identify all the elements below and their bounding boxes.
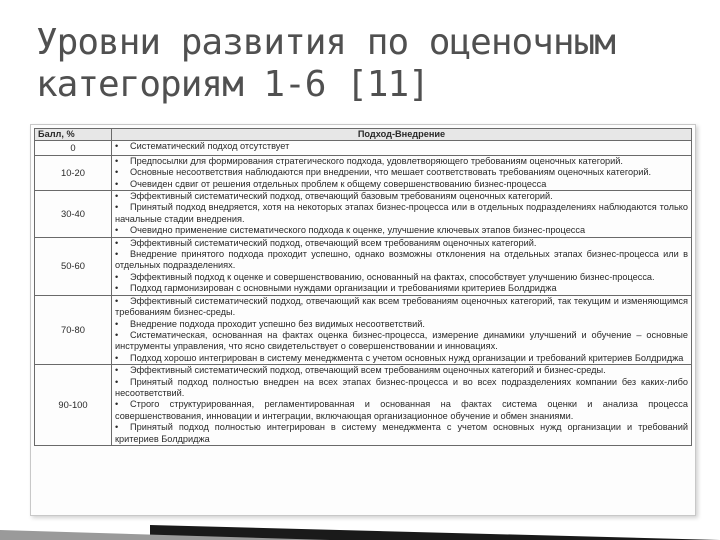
list-item	[115, 330, 688, 353]
bullet-icon: •	[115, 167, 119, 178]
bullet-icon: •	[115, 376, 119, 387]
score-cell: 90-100	[35, 365, 112, 446]
table-row	[35, 365, 692, 446]
list-item	[115, 377, 688, 400]
list-item	[115, 422, 688, 445]
table-body	[35, 141, 692, 446]
list-item-text: Внедрение принятого подхода проходит успешно, однако возможны отклонения на отдельных этапах бизнес-процесса или в отдельных подразделениях.	[115, 249, 688, 271]
bullet-icon: •	[115, 399, 119, 410]
list-item-text: Систематическая, основанная на фактах оценка бизнес-процесса, измерение динамики улучшений и обучение – основные инструменты управления, что ясно свидетельствует о совершенствовании и инновациях.	[115, 329, 688, 352]
list-item-text: Предпосылки для формирования стратегического подхода, удовлетворяющего требованиям оценочных категорий.	[130, 155, 623, 166]
list-item-text: Эффективный систематический подход, отвечающий как всем требованиям оценочных категорий, так текущим и изменяющимся требованиям бизнес-среды.	[115, 295, 688, 318]
list-item-text: Внедрение подхода проходит успешно без видимых несоответствий.	[130, 318, 425, 329]
approach-cell	[112, 237, 692, 295]
list-item	[115, 191, 688, 202]
bullet-icon: •	[115, 191, 119, 202]
bullet-icon: •	[115, 422, 119, 433]
list-item	[115, 156, 688, 167]
approach-cell	[112, 155, 692, 190]
list-item	[115, 296, 688, 319]
list-item-text: Эффективный подход к оценке и совершенствованию, основанный на фактах, способствует улучшению бизнес-процесса.	[130, 271, 655, 282]
header-score: Балл, %	[35, 129, 112, 141]
bullet-icon: •	[115, 283, 119, 294]
list-item	[115, 283, 688, 294]
list-item	[115, 202, 688, 225]
list-item	[115, 179, 688, 190]
list-item-text: Эффективный систематический подход, отвечающий всем требованиям оценочных категорий.	[130, 237, 537, 248]
list-item-text: Систематический подход отсутствует	[130, 141, 290, 152]
list-item	[115, 319, 688, 330]
slide-title-line-2: категориям 1-6 [11]	[36, 64, 429, 105]
approach-cell	[112, 295, 692, 364]
list-item-text: Принятый подход полностью интегрирован в систему менеджмента с учетом основных нужд организации и требований критериев Болдриджа	[115, 422, 688, 444]
list-item	[115, 353, 688, 364]
list-item-text: Подход хорошо интегрирован в систему менеджмента с учетом основных нужд организации и требований критериев Болдриджа	[130, 352, 684, 363]
table-row	[35, 295, 692, 364]
score-cell: 10-20	[35, 155, 112, 190]
score-cell: 0	[35, 141, 112, 155]
approach-cell	[112, 191, 692, 238]
list-item	[115, 272, 688, 283]
slide-title-line-1: Уровни развития по оценочным	[36, 22, 615, 63]
decoration-wedge-light	[0, 530, 330, 540]
score-cell: 30-40	[35, 191, 112, 238]
list-item	[115, 399, 688, 422]
table-row	[35, 237, 692, 295]
table-header-row	[35, 129, 692, 141]
bullet-icon: •	[115, 352, 119, 363]
score-cell: 50-60	[35, 237, 112, 295]
list-item	[115, 238, 688, 249]
list-item-text: Принятый подход внедряется, хотя на некоторых этапах бизнес-процесса или в отдельных подразделениях наблюдаются только начальные стадии внедрения.	[115, 202, 688, 224]
list-item	[115, 225, 688, 236]
table-row	[35, 141, 692, 155]
bullet-icon: •	[115, 155, 119, 166]
bullet-icon: •	[115, 329, 119, 340]
header-approach: Подход-Внедрение	[112, 129, 692, 141]
bullet-icon: •	[115, 237, 119, 248]
bullet-icon: •	[115, 365, 119, 376]
approach-cell	[112, 365, 692, 446]
bullet-icon: •	[115, 249, 119, 260]
list-item	[115, 249, 688, 272]
bullet-icon: •	[115, 295, 119, 306]
bullet-icon: •	[115, 271, 119, 282]
list-item-text: Очевиден сдвиг от решения отдельных проблем к общему совершенствованию бизнес-процесса	[130, 178, 547, 189]
bullet-icon: •	[115, 178, 119, 189]
list-item	[115, 141, 688, 152]
approach-cell	[112, 141, 692, 155]
score-cell: 70-80	[35, 295, 112, 364]
bullet-icon: •	[115, 141, 119, 152]
list-item-text: Очевидно применение систематического подхода к оценке, улучшение ключевых этапов бизнес-процесса	[130, 225, 586, 236]
list-item-text: Строго структурированная, регламентированная и основанная на фактах система оценки и анализа процесса совершенствования, инновации и интеграции, включающая организационное обучение и обмен знаниями.	[115, 399, 688, 421]
list-item-text: Подход гармонизирован с основными нуждами организации и требованиями критериев Болдриджа	[130, 283, 557, 294]
slide-title	[36, 22, 696, 106]
list-item-text: Эффективный систематический подход, отвечающий всем требованиям оценочных категорий и бизнес-среды.	[130, 365, 606, 376]
list-item-text: Эффективный систематический подход, отвечающий базовым требованиям оценочных категорий.	[130, 191, 553, 202]
decoration-wedge-dark	[150, 525, 720, 540]
levels-table-image	[30, 124, 696, 516]
list-item-text: Основные несоответствия наблюдаются при внедрении, что мешает соответствовать требованиям оценочных категорий.	[130, 167, 652, 178]
bullet-icon: •	[115, 202, 119, 213]
table-row	[35, 155, 692, 190]
list-item	[115, 167, 688, 178]
table-row	[35, 191, 692, 238]
list-item	[115, 365, 688, 376]
bullet-icon: •	[115, 225, 119, 236]
list-item-text: Принятый подход полностью внедрен на всех этапах бизнес-процесса и во всех подразделениях компании без каких-либо несоответствий.	[115, 376, 688, 398]
levels-table	[34, 128, 692, 446]
bullet-icon: •	[115, 318, 119, 329]
